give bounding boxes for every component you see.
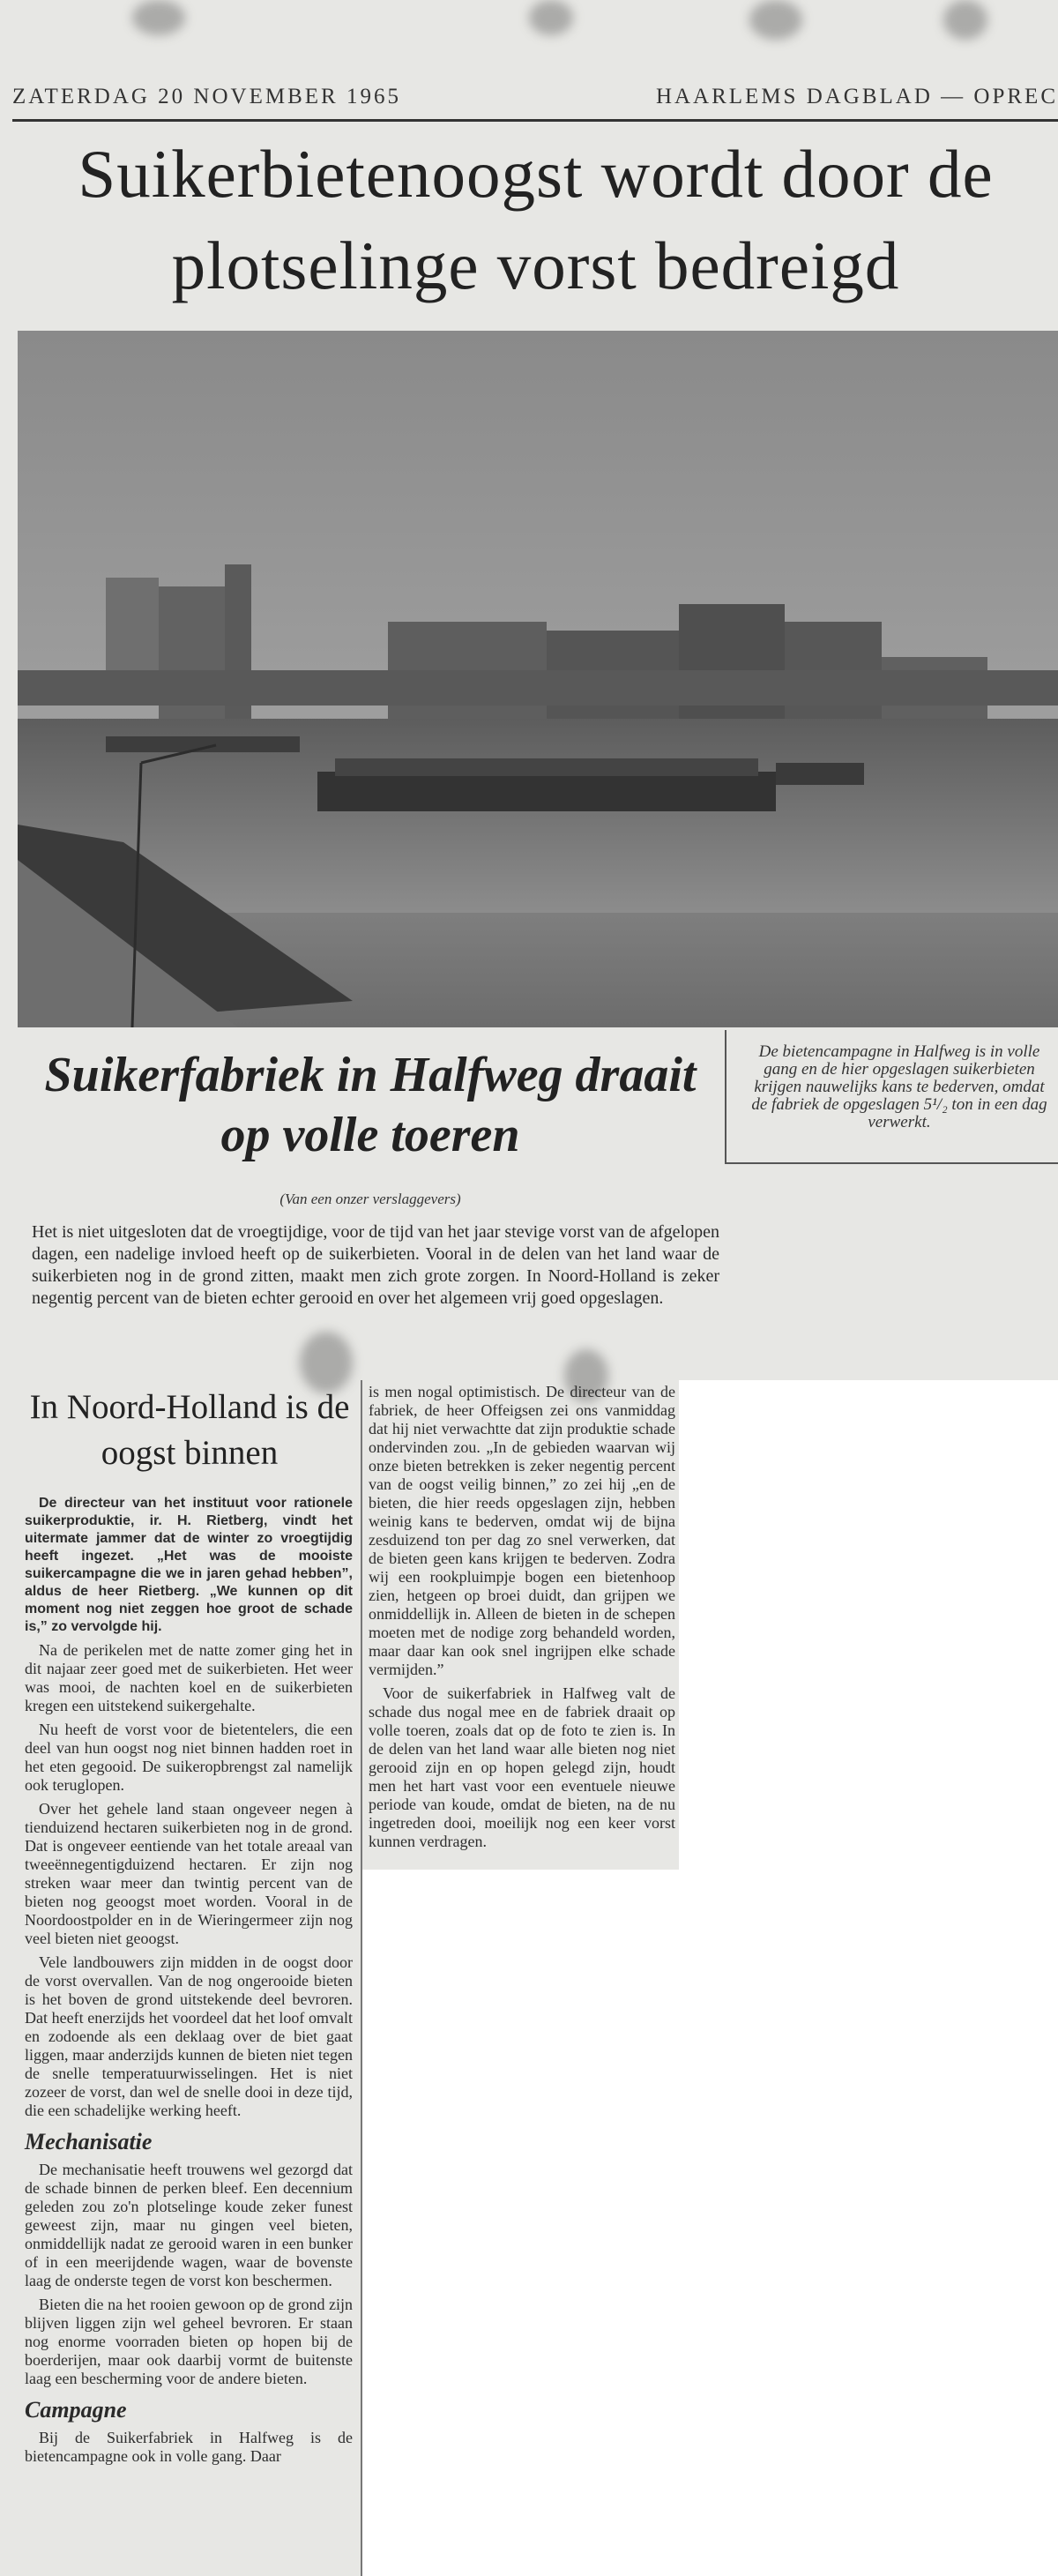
paragraph: Na de perikelen met de natte zomer ging het in dit najaar zeer goed met de suikerbieten. Het weer was mooi, de nachten koel en de suikerbieten kregen een uitstekend suikergehalte.: [25, 1641, 353, 1714]
photo-caption: De bietencampagne in Halfweg is in volle gang en de hier opgeslagen suikerbieten krijgen nauwelijks kans te bederven, omdat de fabriek de opgeslagen 5¹/₂ ton in een dag verwerkt.: [751, 1042, 1047, 1131]
paragraph: Voor de suikerfabriek in Halfweg valt de schade dus nogal mee en de fabriek draait op volle toeren, zoals dat op de foto te zien is. In de delen van het land waar alle bieten nog niet gerooid zijn en op hopen gelegd zijn, houdt men het hart vast voor een eventuele nieuwe periode van koude, omdat de bieten, na de nu ingetreden dooi, moeilijk nog een keer vorst kunnen verdragen.: [369, 1684, 675, 1850]
sub-headline: Suikerfabriek in Halfweg draait op volle toeren: [44, 1048, 697, 1162]
subheading-campagne: Campagne: [25, 2397, 127, 2423]
paragraph: Over het gehele land staan ongeveer negen à tienduizend hectaren suikerbieten nog in de grond. Dat is ongeveer eentiende van het totale areaal van tweeënnegentigduizend hectaren. Er zijn nog streken waar meer dan twintig percent van de bieten nog geoogst moet worden. Vooral in de Noordoostpolder en in de Wieringermeer zijn nog veel bieten niet geoogst.: [25, 1800, 353, 1947]
paragraph: Bij de Suikerfabriek in Halfweg is de bietencampagne ook in volle gang. Daar: [25, 2429, 353, 2465]
middle-column: [369, 1383, 675, 1856]
column-rule: [361, 1380, 362, 2576]
stain: [943, 0, 987, 40]
paragraph: Vele landbouwers zijn midden in de oogst door de vorst overvallen. Van de nog ongerooide bieten is het boven de grond uitstekende deel bevroren. Dat heeft enerzijds het voordeel dat het loof omvalt en zodoende als een deklaag over de biet gaat liggen, maar anderzijds kunnen de bieten niet tegen de snelle temperatuurwisselingen. Het is niet zozeer de vorst, dan wel de snelle dooi in deze tijd, die een schadelijke werking heeft.: [25, 1953, 353, 2119]
dateline-rule: [12, 119, 1058, 122]
paragraph: De mechanisatie heeft trouwens wel gezorgd dat de schade binnen de perken bleef. Een decennium geleden zou zo'n plotselinge koude zeker funest geweest zijn, maar nu gingen veel bieten, onmiddellijk nadat ze gerooid waren in een bunker of in een meerijdende wagen, waar de bovenste laag de onderste tegen de vorst kon beschermen.: [25, 2161, 353, 2289]
subheading-mechanisatie: Mechanisatie: [25, 2129, 153, 2154]
lead-paragraph: De directeur van het instituut voor rationele suikerproduktie, ir. H. Rietberg, vindt het uitermate jammer dat de winter zo vroegtijdig heeft ingezet. „Het was de mooiste suikercampagne die we in jaren gehad hebben”, aldus de heer Rietberg. „We kunnen op dit moment nog niet zeggen hoe groot de schade is,” zo vervolgde hij.: [25, 1496, 353, 1634]
paragraph: is men nogal optimistisch. De directeur van de fabriek, de heer Offeigsen zei ons vanmiddag dat hij niet verwachtte dat zijn produktie schade ondervinden zou. „In de gebieden waarvan wij onze bieten betrekken is zeker negentig percent van de oogst veilig binnen,” zo zei hij „en de bieten, die hier reeds opgeslagen zijn, hebben weinig kans te bederven, omdat wij de bijna zesduizend ton per dag zo snel verwerken, dat de bieten geen kans krijgen te bederven. Zodra wij een rookpluimpje bogen een bietenhoop zien, hetgeen op broei duidt, dan grijpen we onmiddellijk in. Alleen de bieten in de schepen moeten met de nodige zorg behandeld worden, maar daar kan ook snel ingrijpen elke schade vermijden.”: [369, 1383, 675, 1678]
dateline-date: ZATERDAG 20 NOVEMBER 1965: [12, 85, 401, 108]
headline: Suikerbietenoogst wordt door de plotselinge vorst bedreigd: [78, 136, 994, 303]
paragraph: Nu heeft de vorst voor de bietentelers, die een deel van hun oogst nog niet binnen hadden roet in het eten gegooid. De suikeropbrengst zal namelijk ook teruglopen.: [25, 1721, 353, 1794]
dateline-paper: HAARLEMS DAGBLAD — OPREC: [655, 85, 1058, 108]
dateline: [12, 79, 1058, 118]
intro-paragraph: Het is niet uitgesloten dat de vroegtijdige, voor de tijd van het jaar stevige vorst van de afgelopen dagen, een nadelige invloed heeft op de suikerbieten. Vooral in de delen van het land waar de suikerbieten nog in de grond zitten, maakt men zich grote zorgen. In Noord-Holland is zeker negentig percent van de bieten echter gerooid en over het algemeen vrij goed opgeslagen.: [32, 1222, 719, 1308]
photo-sugar-factory: [18, 331, 1058, 1027]
section-heading: In Noord-Holland is de oogst binnen: [29, 1388, 350, 1472]
stain: [749, 0, 802, 40]
stain: [132, 0, 185, 35]
left-column: [25, 1495, 353, 2471]
paragraph: Bieten die na het rooien gewoon op de grond zijn blijven liggen zijn wel geheel bevroren. Er staan nog enorme voorraden bieten op hopen bij de boerderijen, maar ook daarbij vormt de buitenste laag een bescherming voor de andere bieten.: [25, 2296, 353, 2387]
stain: [529, 0, 573, 35]
byline: (Van een onzer verslaggevers): [279, 1191, 461, 1207]
